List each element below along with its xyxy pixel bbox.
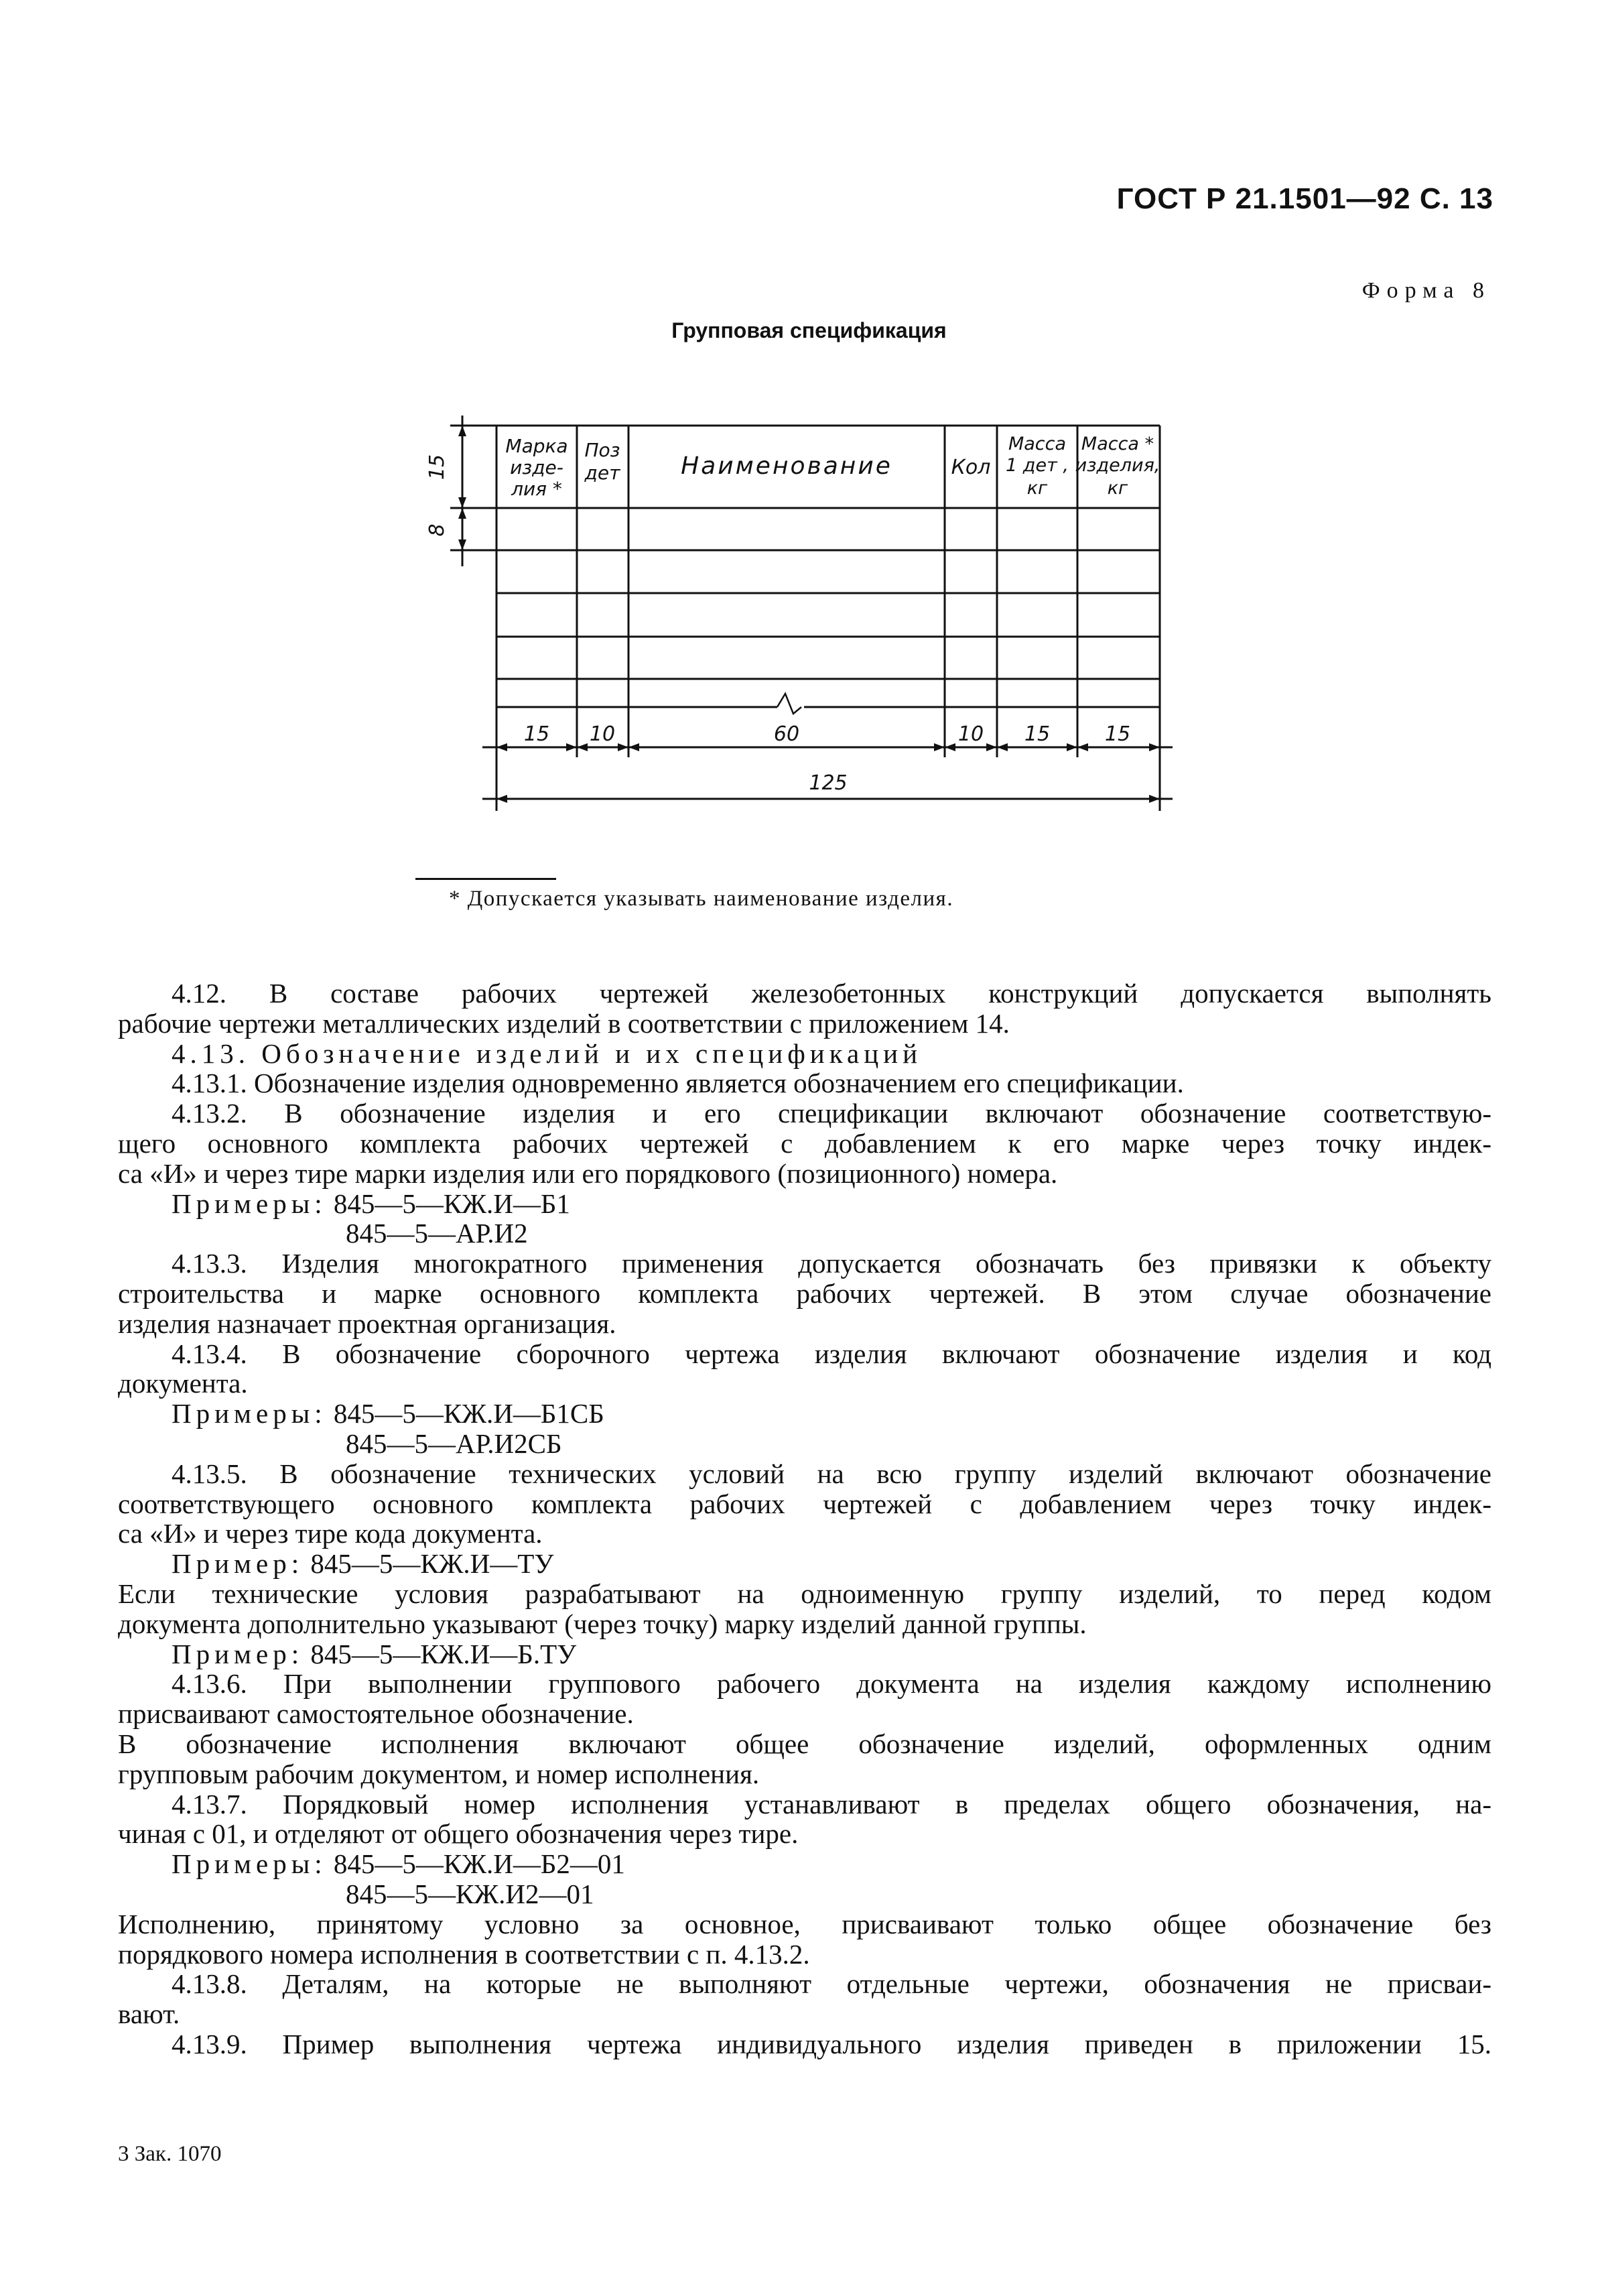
dim-col-5: 15 [1024,722,1051,746]
example-code: 845—5—КЖ.И—Б2—01 [333,1848,625,1880]
example-code: 845—5—КЖ.И—ТУ [310,1548,554,1580]
col-header-mass-part: Масса [1008,434,1067,454]
col-header-mass-product: Масса * [1081,434,1154,454]
para-4-13-7: 4.13.7. Порядковый номер исполнения устанавливают в пределах общего обозначения, на- [172,1788,1491,1820]
example-line [118,1399,1491,1429]
example-label: Пример: [172,1548,304,1580]
para-4-12: 4.12. В составе рабочих чертежей железобетонных конструкций допускается выполнять [172,978,1491,1009]
example-line [118,1639,1491,1669]
para-4-13-6: 4.13.6. При выполнении группового рабочего документа на изделия каждому исполнению [172,1668,1491,1700]
dim-col-4: 10 [957,722,984,746]
para-4-13-2: 4.13.2. В обозначение изделия и его спецификации включают обозначение соответствую- [172,1098,1491,1129]
col-header-name: Наименование [681,452,892,480]
example-line [118,1849,1491,1879]
col-header-mass-product-3: кг [1107,478,1128,499]
col-header-mark-2: изде- [510,456,563,479]
page-header: ГОСТ Р 21.1501—92 С. 13 [1116,182,1493,215]
example-label: Пример: [172,1638,304,1669]
col-header-pos: Поз [584,439,620,461]
example-line [118,1189,1491,1219]
para-4-13-4-cont: документа. [118,1368,248,1399]
table-caption: Групповая спецификация [671,318,947,342]
example-code: 845—5—АР.И2 [346,1218,528,1249]
para-variant: В обозначение исполнения включают общее обозначение изделий, оформленных одним [118,1728,1491,1759]
para-4-12-cont: рабочие чертежи металлических изделий в соответствии с приложением 14. [118,1007,1010,1039]
para-4-13-6-cont: присваивают самостоятельное обозначение. [118,1698,634,1730]
dim-col-6: 15 [1104,722,1131,746]
dim-col-3: 60 [773,722,800,746]
examples-label: Примеры: [172,1398,327,1429]
dim-col-1: 15 [523,722,550,746]
form-label: Форма 8 [1361,278,1491,303]
para-tu-cont: документа дополнительно указывают (через точку) марку изделий данной группы. [118,1608,1087,1639]
example-code: 845—5—АР.И2СБ [346,1427,562,1459]
footnote: * Допускается указывать наименование изделия. [449,887,954,911]
dim-total: 125 [809,771,848,795]
group-specification-drawing [402,412,1206,828]
para-4-13-2-cont: щего основного комплекта рабочих чертежей с добавлением к его марке через точку индек- [118,1127,1491,1159]
col-header-mass-part-2: 1 дет , [1006,455,1069,476]
col-header-mark: Марка [505,435,568,457]
dim-row-header: 15 [425,454,449,481]
examples-label: Примеры: [172,1188,327,1219]
para-main-variant: Исполнению, принятому условно за основное, присваивают только общее обозначение без [118,1908,1491,1939]
order-number: 3 Зак. 1070 [118,2142,222,2166]
dim-row-body: 8 [425,523,449,537]
para-main-variant-cont: порядкового номера исполнения в соответствии с п. 4.13.2. [118,1938,810,1970]
para-tu: Если технические условия разрабатывают на одноименную группу изделий, то перед кодом [118,1578,1491,1609]
para-4-13-5-cont-2: са «И» и через тире кода документа. [118,1518,543,1549]
body-text [118,978,1491,2059]
para-4-13-9: 4.13.9. Пример выполнения чертежа индивидуального изделия приведен в приложении 15. [172,2028,1491,2059]
examples-label: Примеры: [172,1848,327,1880]
para-4-13-5: 4.13.5. В обозначение технических условий на всю группу изделий включают обозначение [172,1458,1491,1489]
para-4-13-8: 4.13.8. Деталям, на которые не выполняют отдельные чертежи, обозначения не присваи- [172,1968,1491,2000]
footnote-rule [415,878,556,880]
para-4-13-3: 4.13.3. Изделия многократного применения допускается обозначать без привязки к объекту [172,1248,1491,1279]
example-code: 845—5—КЖ.И—Б1 [333,1188,570,1219]
para-4-13-1: 4.13.1. Обозначение изделия одновременно является обозначением его спецификации. [172,1068,1184,1099]
example-code: 845—5—КЖ.И—Б.ТУ [310,1638,577,1669]
col-header-mass-part-3: кг [1026,478,1048,499]
para-4-13-7-cont: чиная с 01, и отделяют от общего обозначения через тире. [118,1818,799,1850]
para-4-13-3-cont: строительства и марке основного комплекта рабочих чертежей. В этом случае обозначение [118,1277,1491,1309]
para-4-13-8-cont: вают. [118,1998,180,2030]
para-4-13-4: 4.13.4. В обозначение сборочного чертежа изделия включают обозначение изделия и код [172,1338,1491,1369]
example-code: 845—5—КЖ.И—Б1СБ [333,1398,604,1429]
para-variant-cont: групповым рабочим документом, и номер исполнения. [118,1758,760,1789]
col-header-mass-product-2: изделия, [1075,455,1160,476]
col-header-pos-2: дет [584,462,620,484]
col-header-qty: Кол [951,456,991,479]
section-heading-4-13: 4.13. Обозначение изделий и их спецификаций [172,1037,923,1069]
example-code: 845—5—КЖ.И2—01 [346,1878,594,1909]
para-4-13-2-cont-2: са «И» и через тире марки изделия или его порядкового (позиционного) номера. [118,1157,1058,1189]
example-line [118,1549,1491,1579]
col-header-mark-3: лия * [511,478,562,500]
dim-col-2: 10 [589,722,616,746]
para-4-13-3-cont-2: изделия назначает проектная организация. [118,1308,616,1339]
para-4-13-5-cont: соответствующего основного комплекта рабочих чертежей с добавлением через точку индек- [118,1488,1491,1519]
